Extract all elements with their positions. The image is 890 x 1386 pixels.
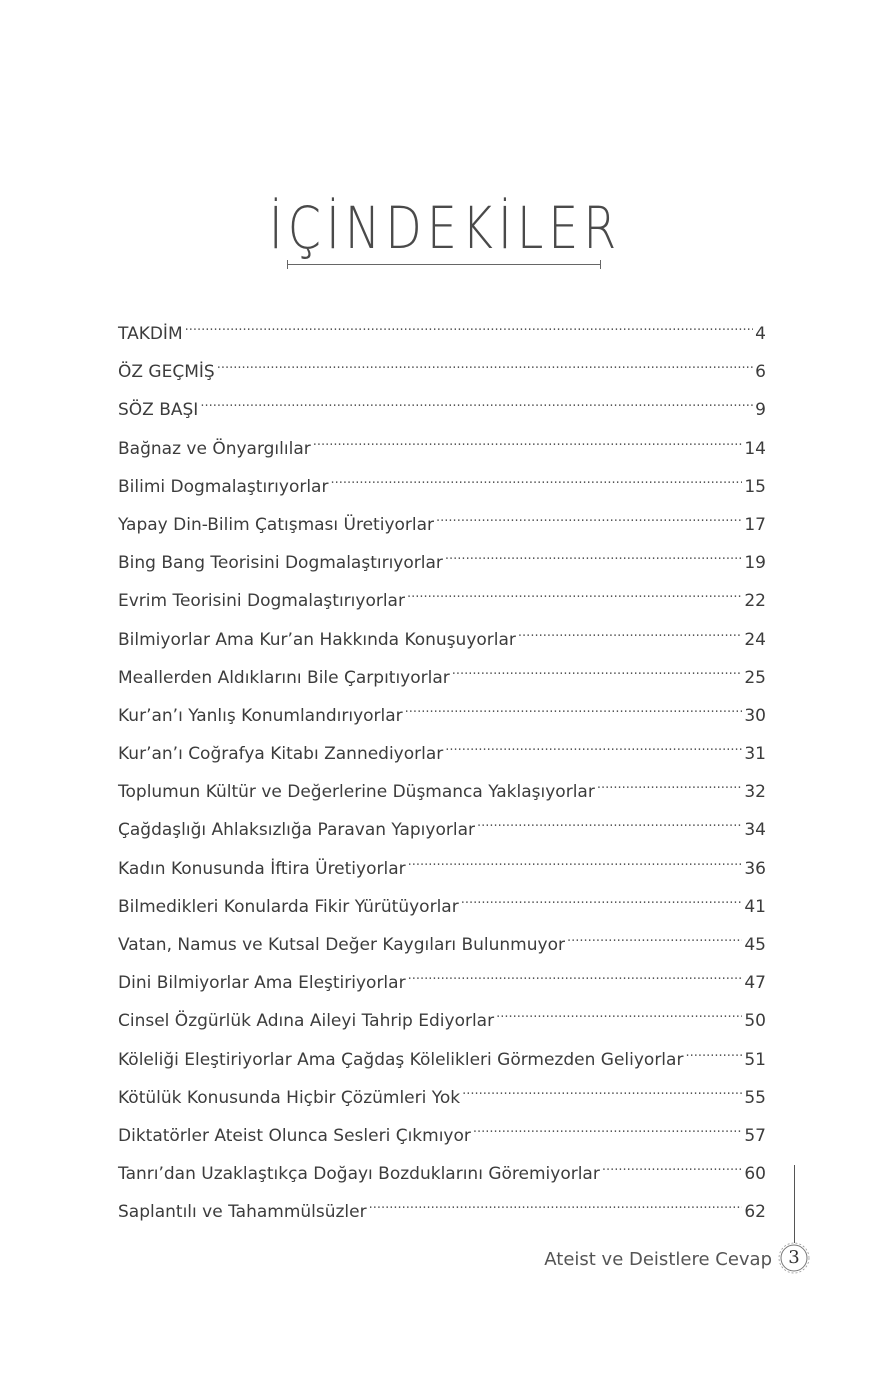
toc-entry-title: Evrim Teorisini Dogmalaştırıyorlar [118, 591, 405, 612]
toc-entry-title: Diktatörler Ateist Olunca Sesleri Çıkmıyor [118, 1125, 471, 1146]
toc-entry-page: 9 [755, 400, 766, 421]
toc-dot-leader [330, 454, 742, 492]
toc-dot-leader [313, 416, 743, 454]
toc-entry-title: Çağdaşlığı Ahlaksızlığa Paravan Yapıyorlar [118, 820, 475, 841]
toc-entry-title: SÖZ BAŞI [118, 400, 199, 421]
toc-entry-page: 6 [755, 362, 766, 383]
toc-dot-leader [496, 988, 742, 1026]
toc-dot-leader [597, 759, 743, 797]
toc-entry-title: Bilmedikleri Konularda Fikir Yürütüyorlar [118, 896, 459, 917]
toc-entry-page: 24 [744, 629, 766, 650]
toc-entry-page: 41 [744, 896, 766, 917]
toc-entry-page: 22 [744, 591, 766, 612]
toc-entry-title: Kur’an’ı Yanlış Konumlandırıyorlar [118, 705, 403, 726]
toc-dot-leader [405, 683, 743, 721]
toc-dot-leader [518, 607, 742, 645]
toc-dot-leader [408, 950, 743, 988]
page-title: İÇİNDEKİLER [268, 194, 622, 262]
title-underline [287, 264, 601, 265]
toc-entry-title: Tanrı’dan Uzaklaştıkça Doğayı Bozduklarını Göremiyorlar [118, 1164, 600, 1185]
toc-entry-title: Saplantılı ve Tahammülsüzler [118, 1202, 367, 1223]
toc-entry-page: 45 [744, 935, 766, 955]
page-number-badge [778, 1242, 810, 1274]
toc-entry [118, 416, 766, 459]
toc-entry-page: 14 [744, 438, 766, 459]
toc-dot-leader [407, 568, 742, 606]
toc-dot-leader [408, 836, 743, 874]
footer-vertical-rule [794, 1165, 795, 1243]
toc-entry [118, 339, 766, 383]
toc-dot-leader [473, 1103, 742, 1141]
toc-dot-leader [452, 645, 743, 683]
toc-entry [118, 301, 766, 344]
toc-entry-title: Bağnaz ve Önyargılılar [118, 438, 311, 459]
toc-dot-leader [462, 1065, 742, 1103]
table-of-contents [118, 301, 766, 1223]
toc-entry-page: 47 [744, 973, 766, 994]
toc-entry-title: Meallerden Aldıklarını Bile Çarpıtıyorlar [118, 667, 450, 688]
toc-entry-page: 50 [744, 1011, 766, 1032]
toc-entry-page: 57 [744, 1125, 766, 1146]
toc-dot-leader [445, 721, 742, 759]
toc-entry-title: Köleliği Eleştiriyorlar Ama Çağdaş Kölelikleri Görmezden Geliyorlar [118, 1049, 684, 1070]
toc-entry-title: Vatan, Namus ve Kutsal Değer Kaygıları Bulunmuyor [118, 935, 565, 955]
toc-dot-leader [567, 912, 742, 950]
toc-entry-title: Bilimi Dogmalaştırıyorlar [118, 476, 329, 497]
toc-entry-page: 31 [744, 744, 766, 765]
toc-entry-page: 19 [744, 553, 766, 574]
toc-entry-title: Kadın Konusunda İftira Üretiyorlar [118, 858, 406, 879]
toc-entry-page: 60 [744, 1164, 766, 1185]
toc-entry-page: 17 [744, 514, 766, 535]
toc-entry-page: 51 [744, 1049, 766, 1070]
toc-entry-page: 36 [744, 858, 766, 879]
toc-dot-leader [185, 301, 754, 339]
toc-dot-leader [602, 1141, 743, 1179]
toc-dot-leader [369, 1179, 743, 1217]
toc-entry-title: Bing Bang Teorisini Dogmalaştırıyorlar [118, 553, 443, 574]
toc-dot-leader [445, 530, 742, 568]
toc-dot-leader [217, 339, 753, 377]
toc-entry-page: 62 [744, 1202, 766, 1223]
toc-entry-page: 30 [744, 705, 766, 726]
toc-entry-title: Dini Bilmiyorlar Ama Eleştiriyorlar [118, 973, 406, 994]
toc-entry-title: Kötülük Konusunda Hiçbir Çözümleri Yok [118, 1087, 461, 1108]
toc-entry-page: 34 [744, 820, 766, 841]
toc-entry-page: 55 [744, 1087, 766, 1108]
toc-dot-leader [200, 377, 753, 415]
toc-entry-page: 32 [744, 782, 766, 803]
toc-entry-title: Kur’an’ı Coğrafya Kitabı Zannediyorlar [118, 744, 444, 765]
toc-dot-leader [436, 492, 742, 530]
toc-entry-title: Yapay Din-Bilim Çatışması Üretiyorlar [118, 514, 435, 535]
toc-entry-title: TAKDİM [118, 324, 183, 344]
toc-dot-leader [685, 1027, 742, 1065]
toc-dot-leader [461, 874, 743, 912]
footer-book-title: Ateist ve Deistlere Cevap [544, 1249, 772, 1270]
toc-entry-page: 25 [744, 667, 766, 688]
toc-entry-title: Bilmiyorlar Ama Kur’an Hakkında Konuşuyorlar [118, 629, 516, 650]
toc-entry-page: 15 [744, 476, 766, 497]
toc-entry-title: Cinsel Özgürlük Adına Aileyi Tahrip Ediyorlar [118, 1011, 495, 1032]
toc-entry-title: ÖZ GEÇMİŞ [118, 362, 215, 383]
page-number: 3 [788, 1247, 800, 1268]
toc-dot-leader [477, 797, 742, 835]
toc-entry-title: Toplumun Kültür ve Değerlerine Düşmanca Yaklaşıyorlar [118, 782, 595, 803]
toc-entry [118, 377, 766, 421]
toc-entry-page: 4 [755, 324, 766, 344]
